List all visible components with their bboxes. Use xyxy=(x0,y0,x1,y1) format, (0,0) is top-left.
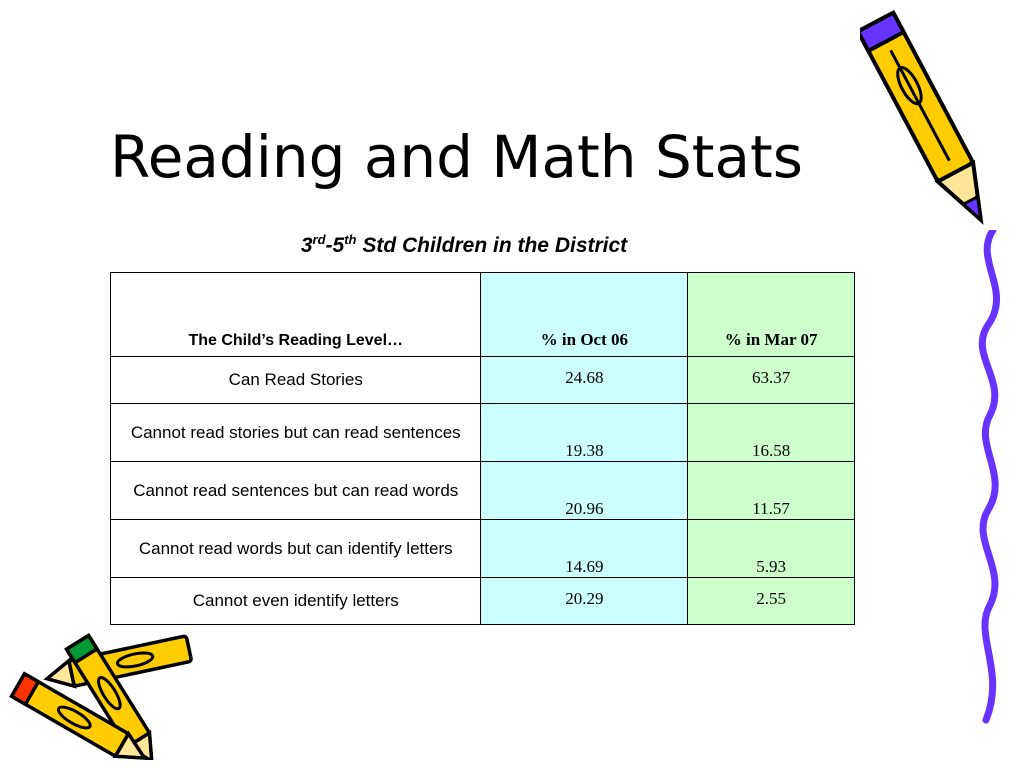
row-oct-value: 20.96 xyxy=(481,462,688,520)
caption-grade-end: -5 xyxy=(325,234,345,257)
reading-stats-table xyxy=(110,272,855,625)
squiggle-line-icon xyxy=(968,230,1018,725)
caption-sup-rd: rd xyxy=(312,232,326,247)
header-mar-07: % in Mar 07 xyxy=(688,273,855,357)
table-row xyxy=(111,404,855,462)
row-level: Cannot read words but can identify letters xyxy=(111,520,481,578)
row-mar-value: 63.37 xyxy=(688,357,855,404)
slide-title: Reading and Math Stats xyxy=(110,123,803,191)
table-row xyxy=(111,357,855,404)
pencil-top-right-icon xyxy=(860,0,1000,245)
row-level: Can Read Stories xyxy=(111,357,481,404)
row-oct-value: 20.29 xyxy=(481,578,688,625)
row-mar-value: 16.58 xyxy=(688,404,855,462)
table-row xyxy=(111,578,855,625)
row-mar-value: 11.57 xyxy=(688,462,855,520)
header-oct-06: % in Oct 06 xyxy=(481,273,688,357)
pencils-bottom-left-icon xyxy=(0,620,210,760)
row-mar-value: 2.55 xyxy=(688,578,855,625)
caption-rest: Std Children in the District xyxy=(356,234,628,257)
row-oct-value: 24.68 xyxy=(481,357,688,404)
row-level: Cannot read stories but can read sentences xyxy=(111,404,481,462)
table-caption xyxy=(110,232,818,258)
caption-sup-th: th xyxy=(344,232,357,247)
header-reading-level: The Child’s Reading Level… xyxy=(111,273,481,357)
row-oct-value: 19.38 xyxy=(481,404,688,462)
table-header-row xyxy=(111,273,855,357)
row-mar-value: 5.93 xyxy=(688,520,855,578)
row-level: Cannot even identify letters xyxy=(111,578,481,625)
row-level: Cannot read sentences but can read words xyxy=(111,462,481,520)
table-row xyxy=(111,462,855,520)
row-oct-value: 14.69 xyxy=(481,520,688,578)
caption-grade-start: 3 xyxy=(300,234,313,257)
table-row xyxy=(111,520,855,578)
